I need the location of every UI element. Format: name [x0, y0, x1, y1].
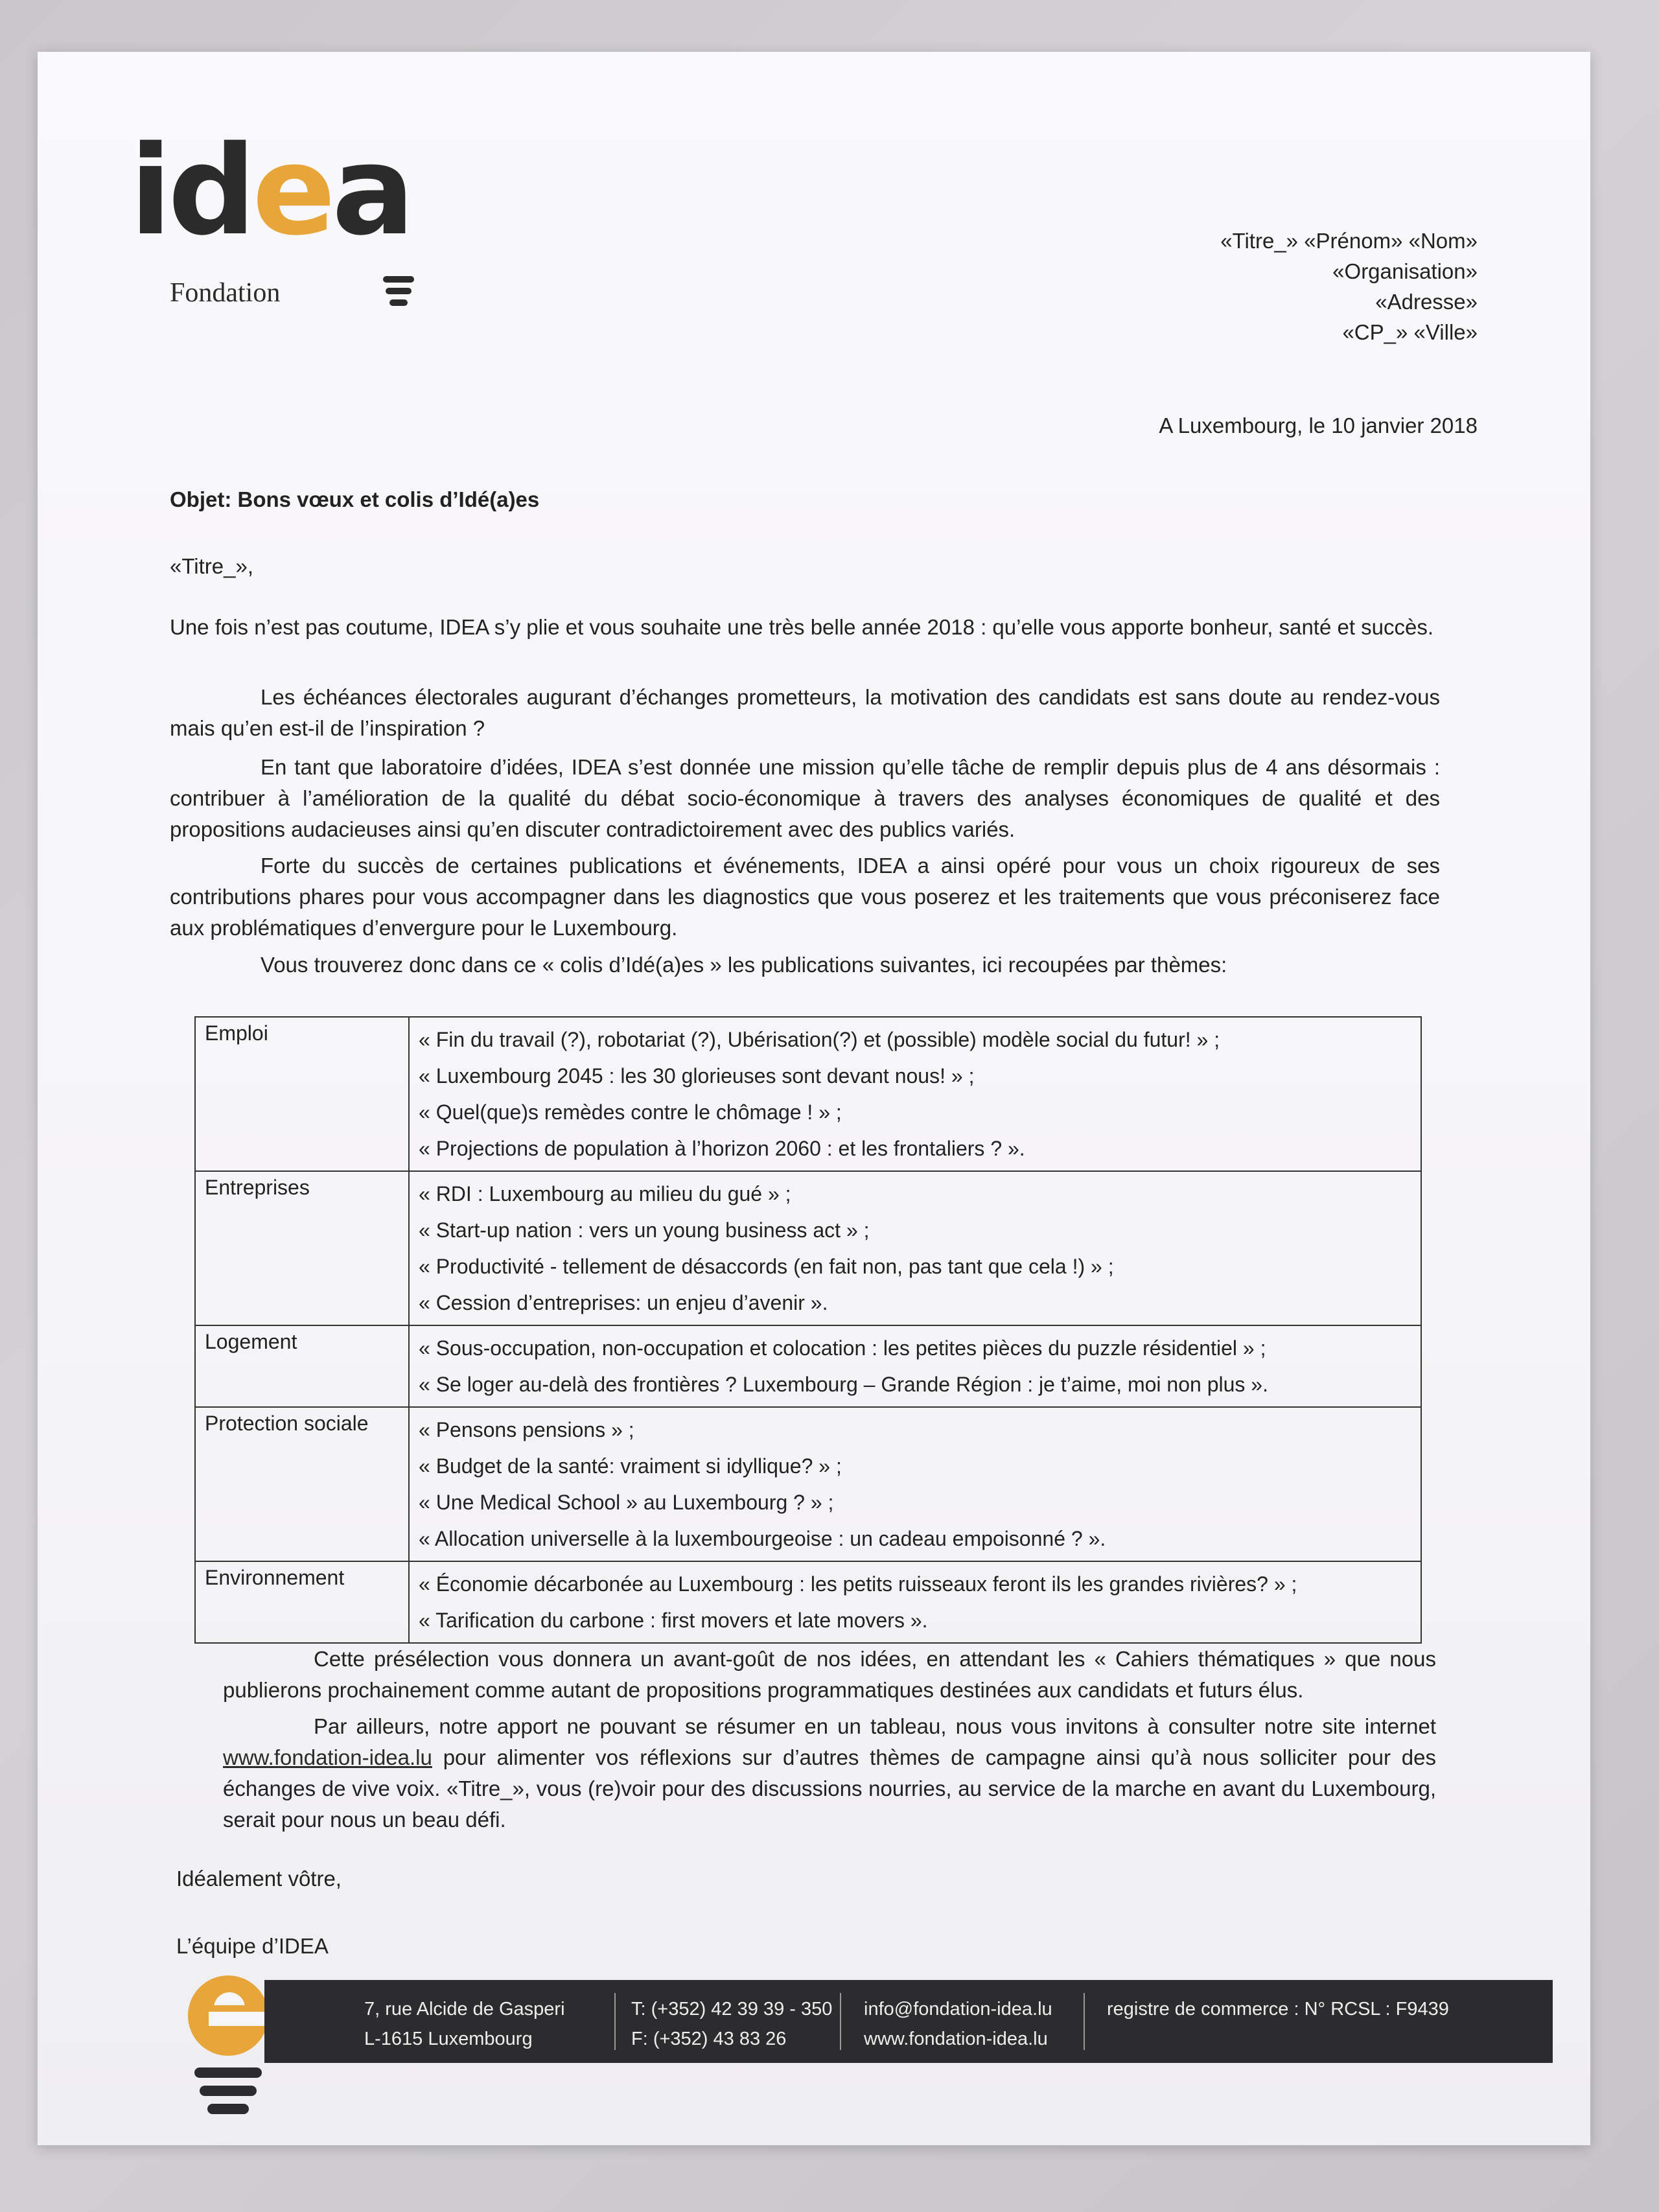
paragraph: Vous trouverez donc dans ce « colis d’Idé(a)es » les publications suivantes, ici recoupées par thèmes:: [261, 953, 1227, 977]
letter-subject: Objet: Bons vœux et colis d’Idé(a)es: [170, 487, 540, 511]
bulb-base-icon: [379, 274, 418, 319]
logo-subtitle: Fondation: [170, 278, 281, 308]
publication-item: « Projections de population à l’horizon 2060 : et les frontaliers ? ».: [419, 1137, 1025, 1160]
paragraph: En tant que laboratoire d’idées, IDEA s’est donnée une mission qu’elle tâche de remplir depuis plus de 4 ans désormais : contribuer à l’amélioration de la qualité du débat socio-économique à travers des analyses économiques de qualité et des propositions audacieuses ainsi qu’en discuter contradictoirement avec des publics variés.: [170, 755, 1440, 841]
paragraph: Forte du succès de certaines publications et événements, IDEA a ainsi opéré pour vous un choix rigoureux de ses contributions phares pour vous accompagner dans les diagnostics que vous poserez et les traitements que vous préconiserez face aux problématiques d’envergure pour le Luxembourg.: [170, 854, 1440, 940]
footer-email[interactable]: info@fondation-idea.lu: [864, 1999, 1052, 2020]
theme-cell: Emploi: [195, 1017, 409, 1171]
theme-cell: Protection sociale: [195, 1407, 409, 1561]
publication-item: « Économie décarbonée au Luxembourg : les petits ruisseaux feront ils les grandes rivières? » ;: [419, 1572, 1297, 1596]
theme-cell: Environnement: [195, 1561, 409, 1643]
table-row: [195, 1325, 1421, 1407]
items-cell: [409, 1325, 1421, 1407]
footer-divider: [1084, 1993, 1085, 2050]
footer-registry: registre de commerce : N° RCSL : F9439: [1107, 1999, 1449, 2020]
signature: L’équipe d’IDEA: [176, 1934, 329, 1958]
publication-item: « Quel(que)s remèdes contre le chômage ! » ;: [419, 1100, 842, 1124]
table-row: [195, 1171, 1421, 1325]
publication-item: « Tarification du carbone : first movers et late movers ».: [419, 1609, 928, 1632]
publication-item: « Pensons pensions » ;: [419, 1418, 634, 1441]
publication-item: « Productivité - tellement de désaccords (en fait non, pas tant que cela !) » ;: [419, 1255, 1114, 1278]
address-line: «CP_» «Ville»: [1342, 320, 1478, 344]
logo-wordmark: idea: [130, 119, 412, 262]
footer-contact[interactable]: [864, 1994, 1052, 2054]
letter-footer: [264, 1980, 1553, 2063]
table-row: [195, 1561, 1421, 1643]
idea-logo: [130, 119, 428, 337]
footer-divider: [614, 1993, 616, 2050]
footer-phone: T: (+352) 42 39 39 - 350 F: (+352) 43 83 26: [631, 1999, 833, 2049]
table-row: [195, 1017, 1421, 1171]
publication-item: « Start-up nation : vers un young business act » ;: [419, 1218, 870, 1242]
items-cell: [409, 1171, 1421, 1325]
paragraph: Par ailleurs, notre apport ne pouvant se résumer en un tableau, nous vous invitons à consulter notre site internet www.fondation-idea.lu pour alimenter vos réflexions sur d’autres thèmes de campagne ainsi qu’à nous solliciter pour des échanges de vive voix. «Titre_», vous (re)voir pour des discussions nourries, au service de la marche en avant du Luxembourg, serait pour nous un beau défi.: [223, 1714, 1436, 1832]
table-row: [195, 1407, 1421, 1561]
publication-item: « Cession d’entreprises: un enjeu d’avenir ».: [419, 1291, 828, 1314]
publication-item: « Une Medical School » au Luxembourg ? » ;: [419, 1491, 834, 1514]
salutation: «Titre_»,: [170, 554, 254, 578]
publication-item: « Allocation universelle à la luxembourgeoise : un cadeau empoisonné ? ».: [419, 1527, 1106, 1550]
items-cell: [409, 1407, 1421, 1561]
items-cell: [409, 1561, 1421, 1643]
recipient-address: [1220, 226, 1478, 347]
publication-item: « Budget de la santé: vraiment si idyllique? » ;: [419, 1454, 842, 1478]
publication-item: « Se loger au-delà des frontières ? Luxembourg – Grande Région : je t’aime, moi non plus ».: [419, 1373, 1268, 1396]
items-cell: [409, 1017, 1421, 1171]
address-line: «Titre_» «Prénom» «Nom»: [1220, 229, 1478, 253]
footer-address: 7, rue Alcide de Gasperi L-1615 Luxembourg: [364, 1999, 565, 2049]
closing-line: Idéalement vôtre,: [176, 1867, 342, 1891]
idea-e-logo-icon: [183, 1970, 273, 2126]
address-line: «Organisation»: [1332, 259, 1478, 283]
publication-item: « Sous-occupation, non-occupation et colocation : les petites pièces du puzzle résidentiel » ;: [419, 1336, 1266, 1360]
publication-item: « Luxembourg 2045 : les 30 glorieuses sont devant nous! » ;: [419, 1064, 975, 1088]
paragraph: Une fois n’est pas coutume, IDEA s’y plie et vous souhaite une très belle année 2018 : qu’elle vous apporte bonheur, santé et succès.: [170, 615, 1434, 639]
publications-table: [194, 1016, 1422, 1644]
paragraph: Cette présélection vous donnera un avant-goût de nos idées, en attendant les « Cahiers thématiques » que nous publierons prochainement comme autant de propositions programmatiques destinées aux candidats et futurs élus.: [223, 1647, 1436, 1702]
footer-website[interactable]: www.fondation-idea.lu: [864, 2029, 1048, 2049]
paragraph: Les échéances électorales augurant d’échanges prometteurs, la motivation des candidats est sans doute au rendez-vous mais qu’en est-il de l’inspiration ?: [170, 685, 1440, 740]
footer-divider: [840, 1993, 841, 2050]
theme-cell: Logement: [195, 1325, 409, 1407]
address-line: «Adresse»: [1375, 290, 1478, 314]
letter-date: A Luxembourg, le 10 janvier 2018: [1159, 413, 1478, 437]
theme-cell: Entreprises: [195, 1171, 409, 1325]
publication-item: « Fin du travail (?), robotariat (?), Ubérisation(?) et (possible) modèle social du futur! » ;: [419, 1028, 1220, 1051]
publication-item: « RDI : Luxembourg au milieu du gué » ;: [419, 1182, 791, 1205]
website-link[interactable]: www.fondation-idea.lu: [223, 1745, 432, 1769]
